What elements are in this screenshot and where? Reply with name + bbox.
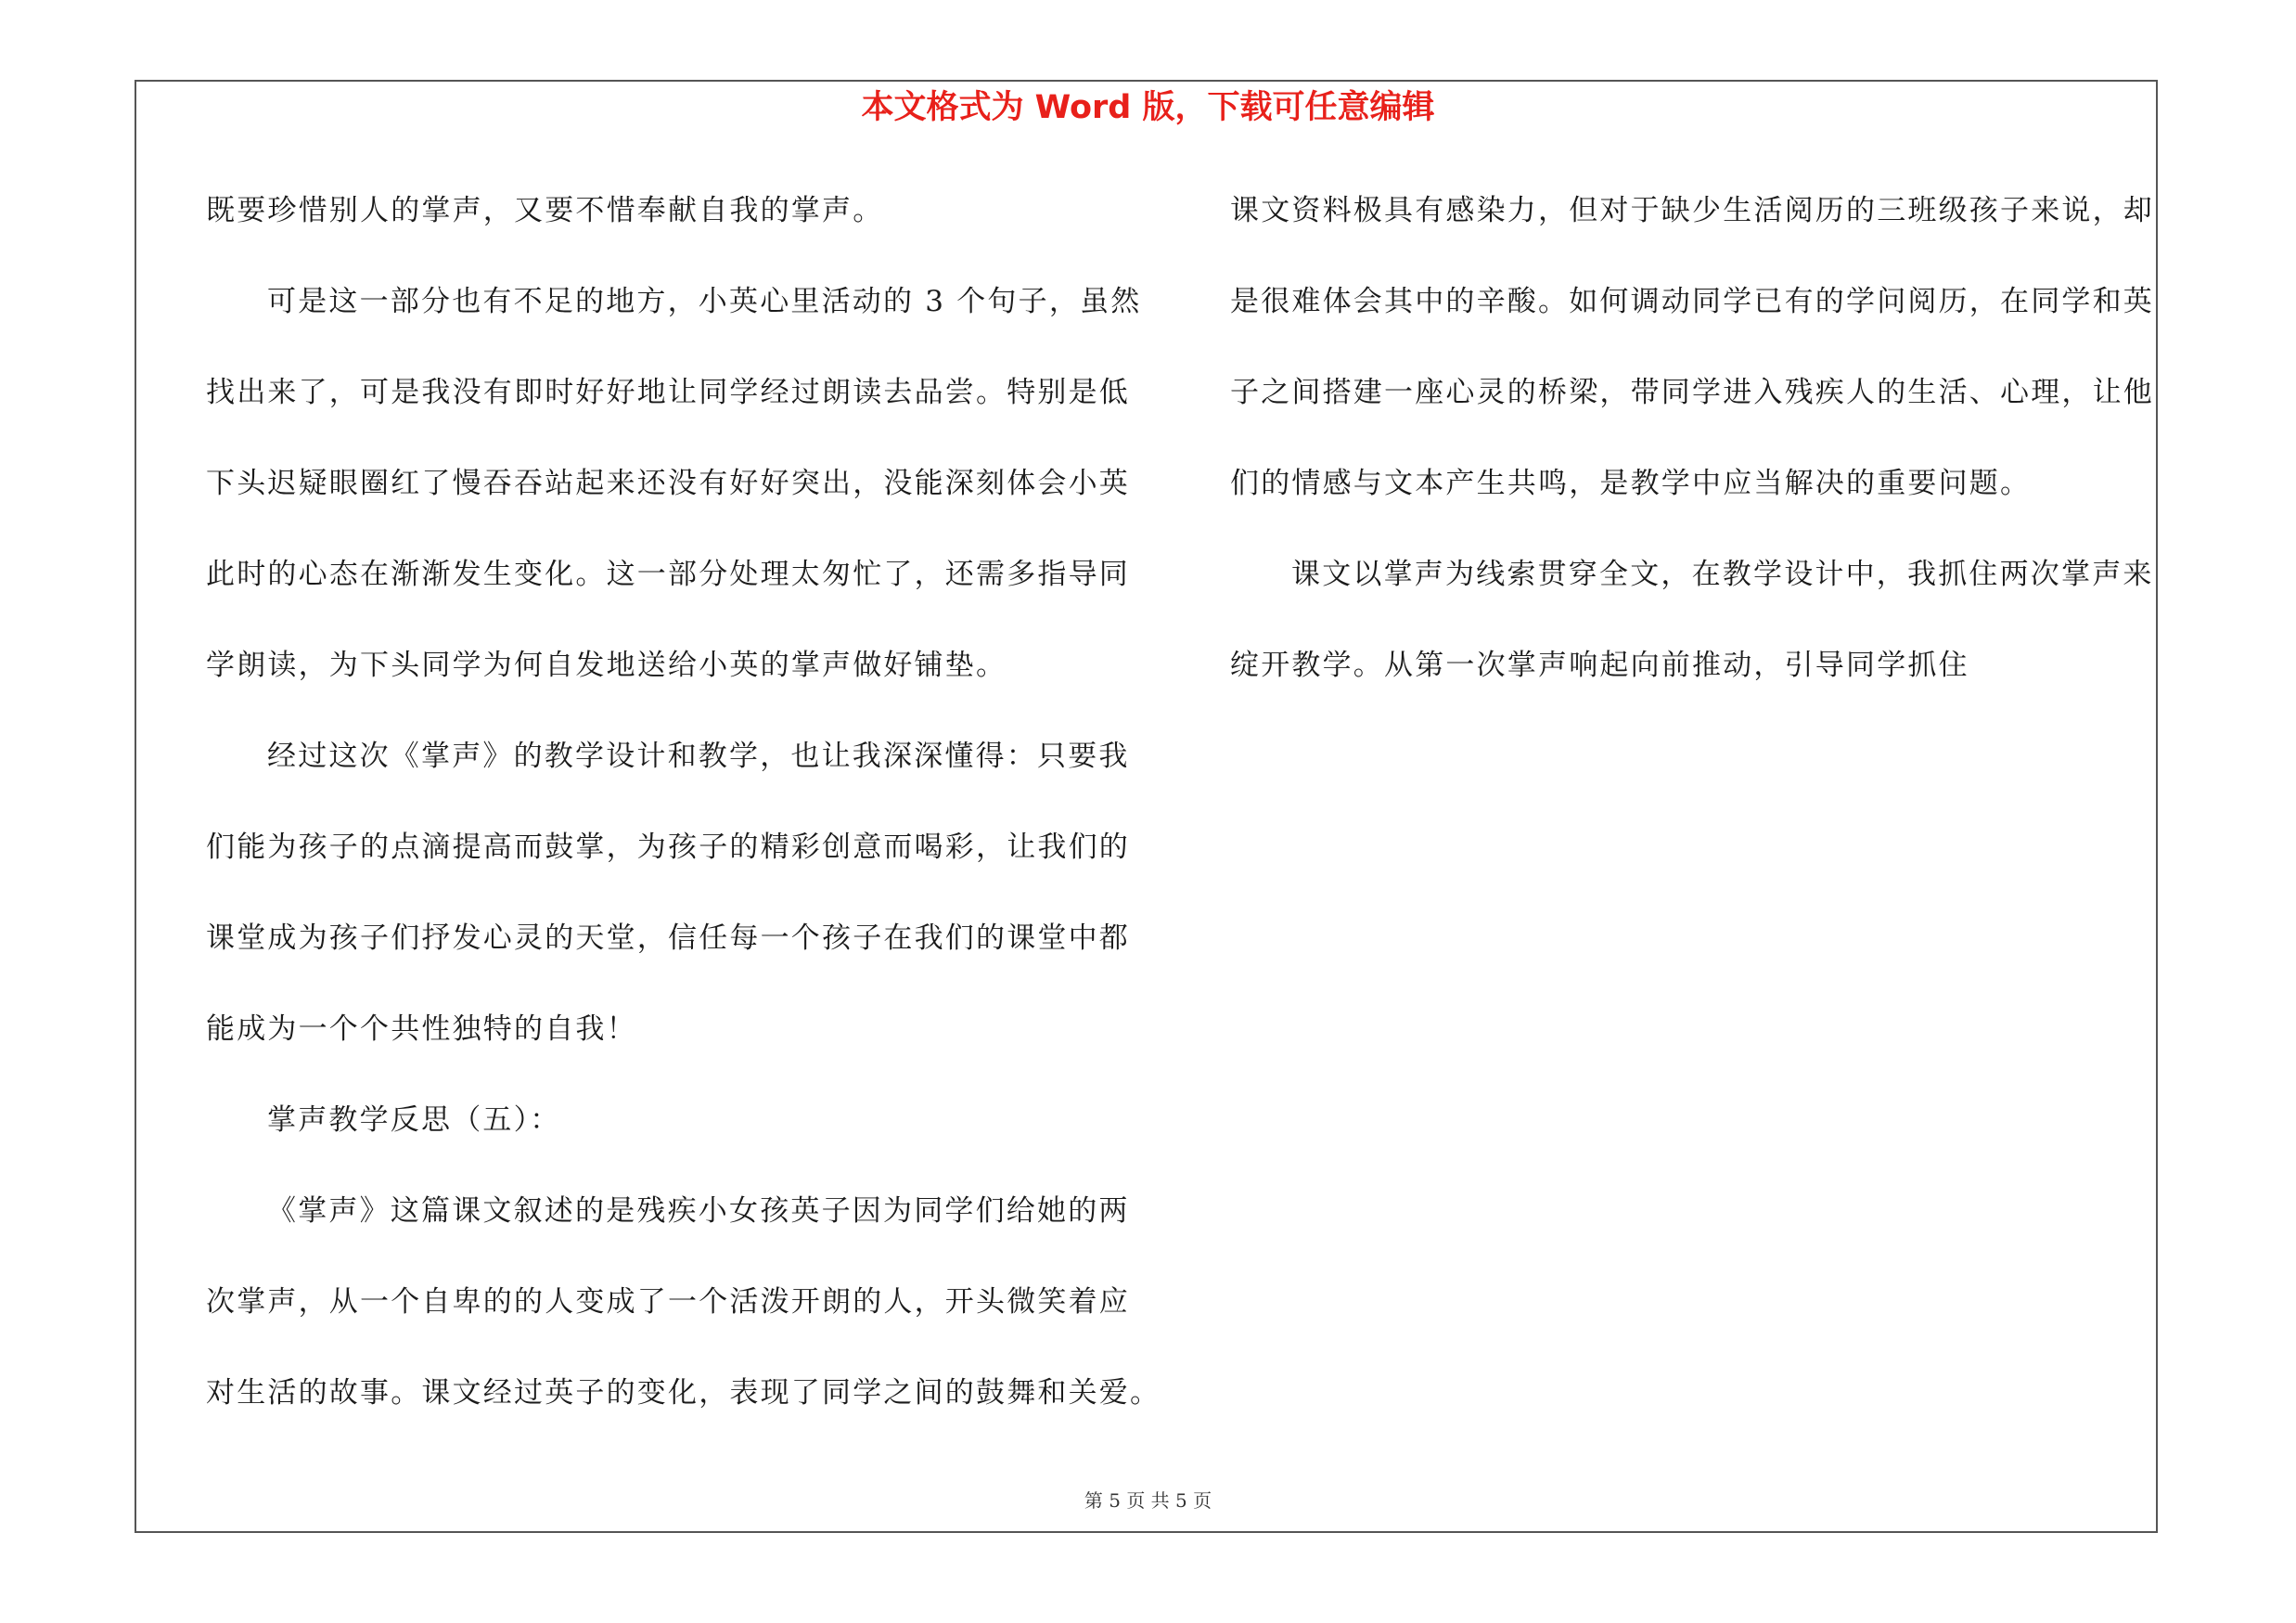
text-line: 学朗读，为下头同学为何自发地送给小英的掌声做好铺垫。 (206, 649, 1007, 682)
text-line: 次掌声，从一个自卑的的人变成了一个活泼开朗的人，开头微笑着应 (206, 1285, 1130, 1319)
text-line: 对生活的故事。课文经过英子的变化，表现了同学之间的鼓舞和关爱。 (206, 1376, 1161, 1410)
left-text-column (206, 178, 1161, 1451)
text-line: 课文资料极具有感染力，但对于缺少生活阅历的三班级孩子来说，却 (1230, 194, 2154, 227)
text-line: 能成为一个个共性独特的自我！ (206, 1012, 637, 1046)
text-line: 们的情感与文本产生共鸣，是教学中应当解决的重要问题。 (1230, 467, 2032, 500)
text-line: 既要珍惜别人的掌声，又要不惜奉献自我的掌声。 (206, 194, 884, 227)
text-line: 可是这一部分也有不足的地方，小英心里活动的 3 个句子，虽然 (267, 285, 1142, 318)
text-line: 们能为孩子的点滴提高而鼓掌，为孩子的精彩创意而喝彩，让我们的 (206, 831, 1130, 864)
text-line: 《掌声》这篇课文叙述的是残疾小女孩英子因为同学们给她的两 (267, 1194, 1130, 1228)
format-banner: 本文格式为 Word 版，下载可任意编辑 (861, 89, 1435, 126)
text-line: 课堂成为孩子们抒发心灵的天堂，信任每一个孩子在我们的课堂中都 (206, 921, 1130, 955)
text-line: 课文以掌声为线索贯穿全文，在教学设计中，我抓住两次掌声来 (1291, 558, 2154, 591)
text-line: 是很难体会其中的辛酸。如何调动同学已有的学问阅历，在同学和英 (1230, 285, 2154, 318)
text-line: 子之间搭建一座心灵的桥梁，带同学进入残疾人的生活、心理，让他 (1230, 376, 2154, 409)
text-line: 找出来了，可是我没有即时好好地让同学经过朗读去品尝。特别是低 (206, 376, 1130, 409)
text-line: 经过这次《掌声》的教学设计和教学，也让我深深懂得：只要我 (267, 740, 1130, 773)
text-line: 此时的心态在渐渐发生变化。这一部分处理太匆忙了，还需多指导同 (206, 558, 1130, 591)
right-text-column (1230, 178, 2154, 724)
text-line: 掌声教学反思（五）： (267, 1103, 561, 1137)
text-line: 下头迟疑眼圈红了慢吞吞站起来还没有好好突出，没能深刻体会小英 (206, 467, 1130, 500)
text-line: 绽开教学。从第一次掌声响起向前推动，引导同学抓住 (1230, 649, 1969, 682)
page-number-footer: 第 5 页 共 5 页 (1084, 1489, 1212, 1512)
